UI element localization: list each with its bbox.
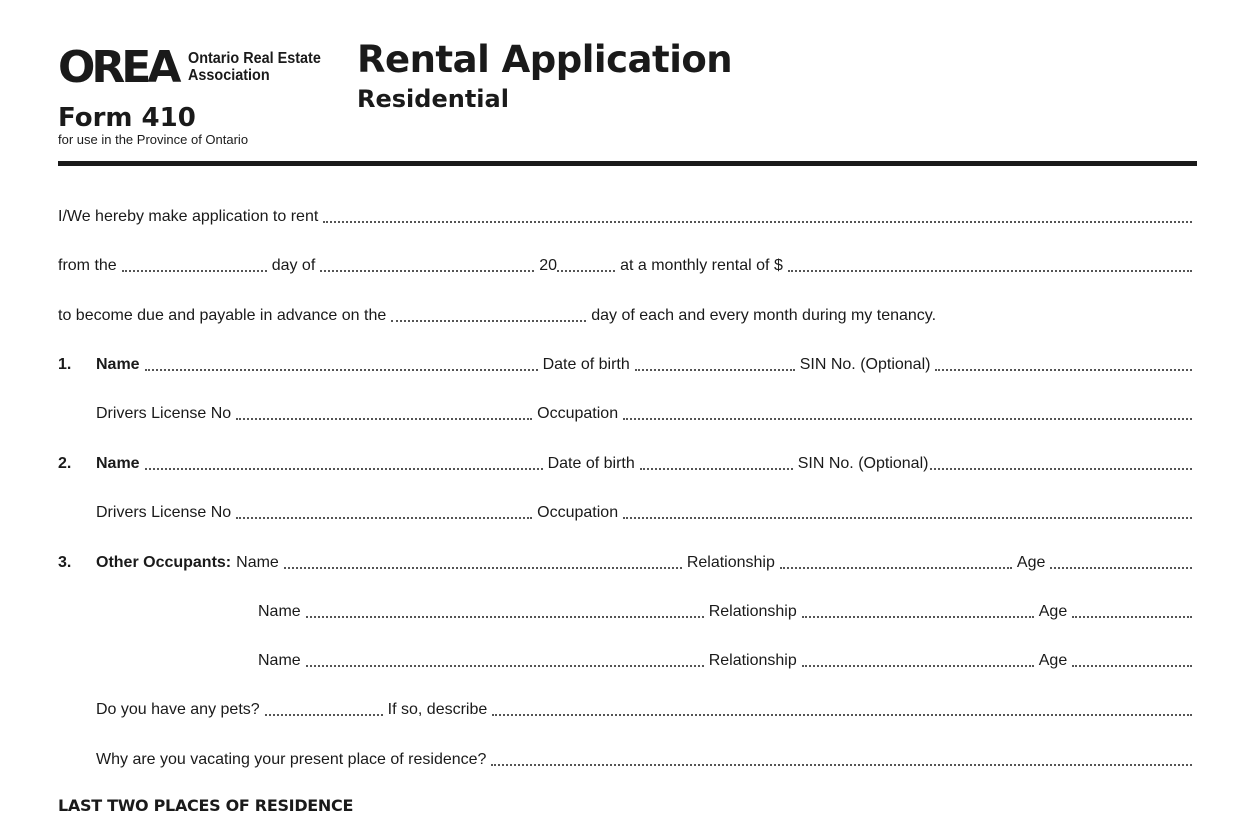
- form-usage: for use in the Province of Ontario: [58, 132, 249, 147]
- occupant2-relationship-label: Relationship: [708, 603, 797, 620]
- due-payable-label: to become due and payable in advance on the: [58, 307, 387, 324]
- rent-address-line: [58, 204, 1197, 226]
- rental-term-line: [58, 253, 1197, 275]
- pets-answer-field[interactable]: [265, 713, 383, 716]
- occupant1-name-field[interactable]: [284, 566, 682, 569]
- pets-describe-label: If so, describe: [387, 701, 488, 718]
- applicant1-occupation-field[interactable]: [623, 417, 1192, 420]
- occupant1-age-label: Age: [1016, 554, 1046, 571]
- occupant1-line: [58, 550, 1197, 572]
- applicant2-occupation-field[interactable]: [623, 516, 1192, 519]
- occupant2-name-label: Name: [258, 603, 301, 620]
- form-number: Form 410: [58, 103, 196, 133]
- occupant1-relationship-field[interactable]: [780, 566, 1012, 569]
- applicant1-number: 1.: [58, 356, 72, 373]
- applicant2-sin-label: SIN No. (Optional): [797, 455, 929, 472]
- header-rule: [58, 161, 1197, 166]
- vacating-reason-field[interactable]: [491, 763, 1192, 766]
- occupant1-age-field[interactable]: [1050, 566, 1192, 569]
- occupant2-relationship-field[interactable]: [802, 615, 1034, 618]
- occupant3-name-label: Name: [258, 652, 301, 669]
- from-the-label: from the: [58, 257, 117, 274]
- applicant2-number: 2.: [58, 455, 72, 472]
- applicant2-sin-field[interactable]: [930, 467, 1192, 470]
- occupant3-age-label: Age: [1038, 652, 1068, 669]
- applicant1-occupation-label: Occupation: [537, 405, 619, 422]
- monthly-rental-field[interactable]: [788, 269, 1192, 272]
- applicant2-license-label: Drivers License No: [96, 504, 232, 521]
- applicant1-license-line: [96, 401, 1197, 423]
- vacating-question-label: Why are you vacating your present place of residence?: [96, 751, 487, 768]
- logo-org-line2: Association: [188, 67, 270, 84]
- start-year-field[interactable]: [557, 269, 615, 272]
- occupant1-relationship-label: Relationship: [686, 554, 775, 571]
- applicant2-license-line: [96, 500, 1197, 522]
- occupant3-relationship-label: Relationship: [708, 652, 797, 669]
- pets-question-label: Do you have any pets?: [96, 701, 260, 718]
- applicant2-license-field[interactable]: [236, 516, 532, 519]
- orea-logo: [58, 42, 338, 93]
- occupant3-age-field[interactable]: [1072, 664, 1192, 667]
- applicant1-sin-label: SIN No. (Optional): [799, 356, 931, 373]
- apply-to-rent-label: I/We hereby make application to rent: [58, 208, 319, 225]
- applicant1-license-field[interactable]: [236, 417, 532, 420]
- pets-describe-field[interactable]: [492, 713, 1192, 716]
- applicant2-name-label: Name: [96, 455, 140, 472]
- page-subtitle: Residential: [357, 85, 509, 113]
- applicant1-name-line: [58, 352, 1197, 374]
- due-day-field[interactable]: [391, 319, 586, 322]
- monthly-rental-label: at a monthly rental of $: [620, 257, 783, 274]
- applicant1-name-label: Name: [96, 356, 140, 373]
- occupant2-name-field[interactable]: [306, 615, 704, 618]
- start-day-field[interactable]: [122, 269, 267, 272]
- applicant2-occupation-label: Occupation: [537, 504, 619, 521]
- occupant3-name-field[interactable]: [306, 664, 704, 667]
- logo-org-line1: Ontario Real Estate: [188, 50, 321, 67]
- occupant2-age-label: Age: [1038, 603, 1068, 620]
- section-heading-residence: LAST TWO PLACES OF RESIDENCE: [58, 796, 354, 815]
- occupant3-line: [258, 648, 1197, 670]
- vacating-line: [96, 747, 1197, 769]
- applicant2-name-field[interactable]: [145, 467, 543, 470]
- day-each-month-label: day of each and every month during my tenancy.: [591, 307, 937, 324]
- applicant2-dob-label: Date of birth: [547, 455, 635, 472]
- occupants-number: 3.: [58, 554, 72, 571]
- day-of-label: day of: [271, 257, 316, 274]
- year-prefix-label: 20: [539, 257, 558, 274]
- payment-due-line: [58, 303, 1197, 325]
- applicant1-name-field[interactable]: [145, 368, 538, 371]
- occupants-heading: Other Occupants:: [96, 554, 232, 571]
- applicant1-dob-field[interactable]: [635, 368, 795, 371]
- rent-address-field[interactable]: [323, 220, 1192, 223]
- applicant1-sin-field[interactable]: [935, 368, 1192, 371]
- start-month-field[interactable]: [320, 269, 534, 272]
- applicant1-license-label: Drivers License No: [96, 405, 232, 422]
- orea-logo-text: [188, 50, 321, 84]
- page-title: Rental Application: [357, 38, 733, 81]
- occupant2-line: [258, 599, 1197, 621]
- occupant2-age-field[interactable]: [1072, 615, 1192, 618]
- pets-line: [96, 697, 1197, 719]
- orea-logo-mark: OREA: [58, 42, 178, 93]
- applicant2-dob-field[interactable]: [640, 467, 793, 470]
- applicant1-dob-label: Date of birth: [542, 356, 630, 373]
- applicant2-name-line: [58, 451, 1197, 473]
- occupant1-name-label: Name: [236, 554, 279, 571]
- occupant3-relationship-field[interactable]: [802, 664, 1034, 667]
